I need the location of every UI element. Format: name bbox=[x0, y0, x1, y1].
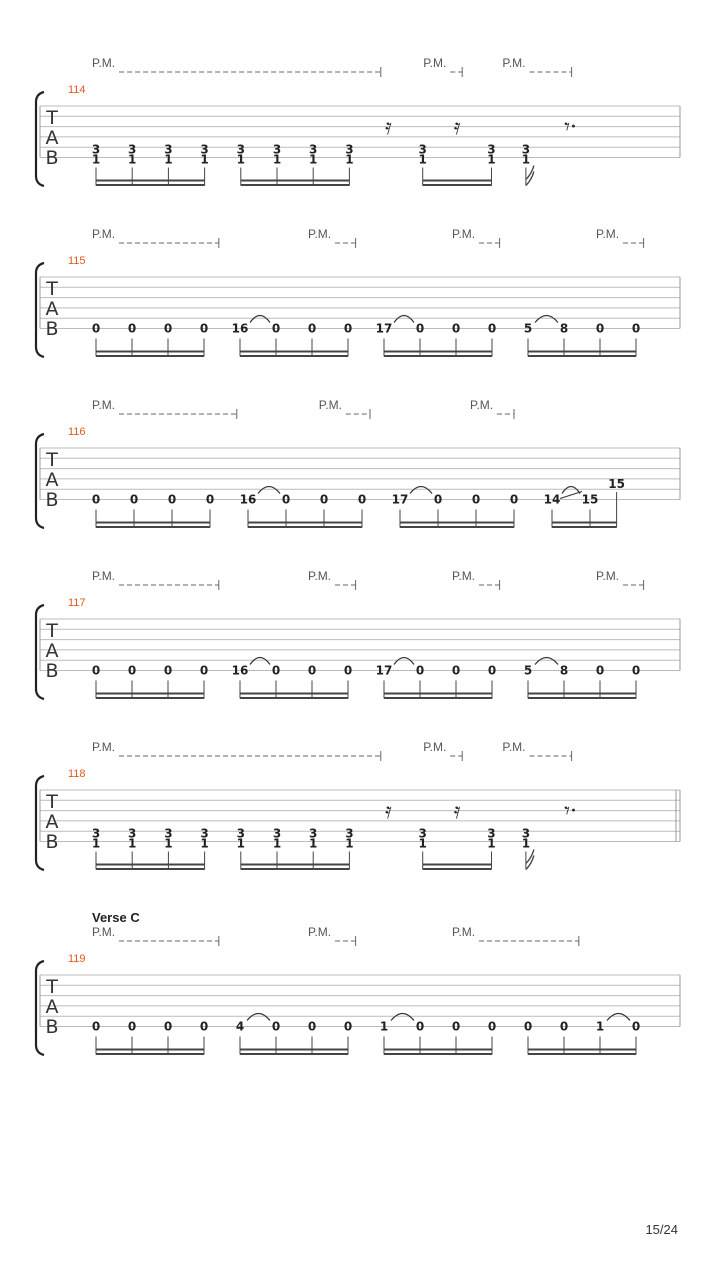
measure-number: 114 bbox=[68, 84, 86, 96]
tab-note bbox=[164, 143, 172, 186]
tab-clef-letter: T bbox=[46, 449, 58, 471]
tab-clef-letter: T bbox=[46, 278, 58, 300]
tab-clef-letter: A bbox=[45, 640, 59, 662]
palm-mute-label: P.M. bbox=[308, 925, 332, 939]
fret-number: 16 bbox=[239, 492, 257, 507]
fret-number: 1 bbox=[128, 152, 137, 167]
fret-number: 1 bbox=[418, 152, 427, 167]
palm-mute-label: P.M. bbox=[502, 56, 526, 70]
palm-mute-label: P.M. bbox=[308, 227, 332, 241]
tab-note bbox=[92, 827, 100, 870]
fret-number: 3 bbox=[236, 826, 245, 841]
tab-clef-letter: A bbox=[45, 469, 59, 491]
fret-number: 0 bbox=[167, 492, 177, 507]
fret-number: 3 bbox=[164, 142, 173, 157]
rest-symbol: 𝄿 bbox=[384, 115, 392, 140]
tab-system-115 bbox=[36, 227, 680, 357]
rest-symbol: 𝄾· bbox=[564, 115, 578, 140]
tab-note bbox=[608, 477, 625, 527]
fret-number: 1 bbox=[164, 836, 173, 851]
fret-number: 0 bbox=[91, 492, 101, 507]
fret-number: 3 bbox=[128, 826, 137, 841]
palm-mute-label: P.M. bbox=[92, 569, 116, 583]
fret-number: 0 bbox=[343, 663, 353, 678]
tab-note bbox=[487, 143, 495, 186]
fret-number: 0 bbox=[343, 321, 353, 336]
tab-clef-letter: A bbox=[45, 298, 59, 320]
tab-note bbox=[419, 827, 427, 870]
fret-number: 5 bbox=[523, 321, 533, 336]
tie-arc bbox=[607, 1014, 630, 1021]
fret-number: 1 bbox=[595, 1019, 605, 1034]
fret-number: 0 bbox=[451, 1019, 461, 1034]
palm-mute-label: P.M. bbox=[452, 227, 476, 241]
tie-arc bbox=[391, 1014, 414, 1021]
fret-number: 0 bbox=[451, 663, 461, 678]
tab-note bbox=[164, 827, 172, 870]
fret-number: 3 bbox=[487, 142, 496, 157]
fret-number: 1 bbox=[128, 836, 137, 851]
measure-number: 119 bbox=[68, 953, 86, 965]
tab-note bbox=[273, 143, 281, 186]
palm-mute-label: P.M. bbox=[308, 569, 332, 583]
tie-arc bbox=[394, 658, 414, 665]
tab-clef-letter: T bbox=[46, 791, 58, 813]
tab-note bbox=[487, 827, 495, 870]
fret-number: 0 bbox=[199, 1019, 209, 1034]
fret-number: 0 bbox=[415, 663, 425, 678]
palm-mute-label: P.M. bbox=[92, 56, 116, 70]
fret-number: 1 bbox=[236, 836, 245, 851]
fret-number: 0 bbox=[595, 321, 605, 336]
fret-number: 1 bbox=[200, 836, 209, 851]
fret-number: 0 bbox=[487, 1019, 497, 1034]
tab-clef-letter: B bbox=[45, 318, 59, 340]
tab-system-116 bbox=[36, 398, 680, 528]
fret-number: 0 bbox=[271, 321, 281, 336]
fret-number: 0 bbox=[415, 1019, 425, 1034]
tab-note bbox=[419, 143, 427, 186]
tab-note bbox=[200, 827, 208, 870]
fret-number: 17 bbox=[375, 663, 393, 678]
palm-mute-label: P.M. bbox=[92, 398, 116, 412]
tab-clef-letter: T bbox=[46, 976, 58, 998]
fret-number: 0 bbox=[199, 663, 209, 678]
fret-number: 1 bbox=[164, 152, 173, 167]
fret-number: 0 bbox=[163, 663, 173, 678]
palm-mute-label: P.M. bbox=[423, 740, 447, 754]
fret-number: 3 bbox=[236, 142, 245, 157]
rest-symbol: 𝄿 bbox=[384, 799, 392, 824]
tab-clef-letter: T bbox=[46, 107, 58, 129]
fret-number: 1 bbox=[379, 1019, 389, 1034]
tie-arc bbox=[258, 487, 280, 494]
fret-number: 14 bbox=[543, 492, 561, 507]
fret-number: 0 bbox=[307, 663, 317, 678]
fret-number: 0 bbox=[559, 1019, 569, 1034]
fret-number: 16 bbox=[231, 321, 249, 336]
fret-number: 3 bbox=[91, 142, 101, 157]
tab-system-114 bbox=[36, 56, 680, 186]
palm-mute-label: P.M. bbox=[318, 398, 342, 412]
fret-number: 1 bbox=[91, 152, 101, 167]
fret-number: 0 bbox=[91, 321, 101, 336]
fret-number: 3 bbox=[164, 826, 173, 841]
measure-number: 115 bbox=[68, 255, 86, 267]
fret-number: 0 bbox=[319, 492, 329, 507]
palm-mute-label: P.M. bbox=[452, 925, 476, 939]
tab-system-119 bbox=[36, 910, 680, 1055]
fret-number: 3 bbox=[345, 826, 354, 841]
fret-number: 3 bbox=[272, 826, 282, 841]
rest-symbol: 𝄾· bbox=[564, 799, 578, 824]
tab-clef-letter: A bbox=[45, 811, 59, 833]
fret-number: 4 bbox=[235, 1019, 245, 1034]
fret-number: 0 bbox=[163, 1019, 173, 1034]
tab-note bbox=[522, 827, 534, 870]
fret-number: 0 bbox=[127, 1019, 137, 1034]
fret-number: 5 bbox=[523, 663, 533, 678]
fret-number: 0 bbox=[307, 1019, 317, 1034]
fret-number: 1 bbox=[91, 836, 101, 851]
fret-number: 1 bbox=[345, 836, 354, 851]
fret-number: 0 bbox=[205, 492, 215, 507]
fret-number: 17 bbox=[375, 321, 393, 336]
fret-number: 3 bbox=[128, 142, 137, 157]
fret-number: 3 bbox=[200, 142, 209, 157]
measure-number: 116 bbox=[68, 426, 86, 438]
tab-note bbox=[345, 143, 353, 186]
palm-mute-label: P.M. bbox=[596, 569, 620, 583]
tab-note bbox=[309, 143, 317, 186]
tab-clef-letter: B bbox=[45, 831, 59, 853]
note-flag bbox=[526, 166, 534, 186]
fret-number: 3 bbox=[418, 826, 427, 841]
fret-number: 16 bbox=[231, 663, 249, 678]
fret-number: 1 bbox=[521, 152, 531, 167]
palm-mute-label: P.M. bbox=[596, 227, 620, 241]
fret-number: 3 bbox=[521, 142, 531, 157]
fret-number: 1 bbox=[487, 836, 496, 851]
palm-mute-label: P.M. bbox=[452, 569, 476, 583]
fret-number: 0 bbox=[281, 492, 291, 507]
fret-number: 1 bbox=[200, 152, 209, 167]
fret-number: 0 bbox=[415, 321, 425, 336]
tab-system-117 bbox=[36, 569, 680, 699]
fret-number: 0 bbox=[509, 492, 519, 507]
fret-number: 1 bbox=[418, 836, 427, 851]
measure-number: 117 bbox=[68, 597, 86, 609]
tab-note bbox=[273, 827, 281, 870]
fret-number: 3 bbox=[309, 826, 318, 841]
page-number: 15/24 bbox=[645, 1222, 678, 1237]
tab-note bbox=[200, 143, 208, 186]
fret-number: 0 bbox=[631, 321, 641, 336]
fret-number: 1 bbox=[309, 836, 318, 851]
fret-number: 0 bbox=[631, 663, 641, 678]
tab-clef-letter: A bbox=[45, 996, 59, 1018]
palm-mute-label: P.M. bbox=[92, 740, 116, 754]
fret-number: 3 bbox=[91, 826, 101, 841]
fret-number: 0 bbox=[523, 1019, 533, 1034]
fret-number: 3 bbox=[309, 142, 318, 157]
tab-clef-letter: T bbox=[46, 620, 58, 642]
fret-number: 1 bbox=[272, 836, 282, 851]
tie-arc bbox=[535, 316, 558, 323]
fret-number: 0 bbox=[163, 321, 173, 336]
tie-arc bbox=[562, 487, 580, 494]
fret-number: 1 bbox=[487, 152, 496, 167]
fret-number: 0 bbox=[631, 1019, 641, 1034]
tab-note bbox=[92, 143, 100, 186]
fret-number: 0 bbox=[471, 492, 481, 507]
fret-number: 0 bbox=[91, 663, 101, 678]
fret-number: 3 bbox=[521, 826, 531, 841]
fret-number: 0 bbox=[433, 492, 443, 507]
tab-clef-letter: B bbox=[45, 660, 59, 682]
measure-number: 118 bbox=[68, 768, 86, 780]
fret-number: 1 bbox=[345, 152, 354, 167]
palm-mute-label: P.M. bbox=[423, 56, 447, 70]
note-flag bbox=[526, 850, 534, 870]
tab-note bbox=[345, 827, 353, 870]
fret-number: 0 bbox=[199, 321, 209, 336]
fret-number: 8 bbox=[559, 321, 569, 336]
fret-number: 0 bbox=[127, 321, 137, 336]
fret-number: 3 bbox=[272, 142, 282, 157]
tie-arc bbox=[535, 658, 558, 665]
fret-number: 1 bbox=[272, 152, 282, 167]
palm-mute-label: P.M. bbox=[92, 925, 116, 939]
tab-clef-letter: A bbox=[45, 127, 59, 149]
tie-arc bbox=[250, 316, 270, 323]
fret-number: 0 bbox=[271, 1019, 281, 1034]
section-label: Verse C bbox=[92, 910, 140, 925]
tab-clef-letter: B bbox=[45, 147, 59, 169]
fret-number: 3 bbox=[200, 826, 209, 841]
tie-arc bbox=[247, 1014, 270, 1021]
fret-number: 0 bbox=[357, 492, 367, 507]
tie-arc bbox=[250, 658, 270, 665]
fret-number: 15 bbox=[608, 477, 625, 492]
fret-number: 3 bbox=[487, 826, 496, 841]
tab-system-118 bbox=[36, 740, 680, 870]
fret-number: 0 bbox=[451, 321, 461, 336]
fret-number: 8 bbox=[559, 663, 569, 678]
fret-number: 3 bbox=[345, 142, 354, 157]
fret-number: 0 bbox=[307, 321, 317, 336]
fret-number: 0 bbox=[487, 321, 497, 336]
fret-number: 0 bbox=[129, 492, 139, 507]
tie-arc bbox=[410, 487, 432, 494]
tab-clef-letter: B bbox=[45, 489, 59, 511]
tab-note bbox=[522, 143, 534, 186]
tab-note bbox=[237, 143, 245, 186]
palm-mute-label: P.M. bbox=[502, 740, 526, 754]
fret-number: 0 bbox=[271, 663, 281, 678]
fret-number: 0 bbox=[343, 1019, 353, 1034]
palm-mute-label: P.M. bbox=[92, 227, 116, 241]
rest-symbol: 𝄿 bbox=[453, 115, 461, 140]
tab-clef-letter: B bbox=[45, 1016, 59, 1038]
tab-note bbox=[128, 143, 136, 186]
tie-arc bbox=[394, 316, 414, 323]
tab-note bbox=[128, 827, 136, 870]
fret-number: 1 bbox=[236, 152, 245, 167]
tab-note bbox=[237, 827, 245, 870]
fret-number: 15 bbox=[581, 492, 599, 507]
fret-number: 1 bbox=[309, 152, 318, 167]
fret-number: 0 bbox=[487, 663, 497, 678]
tab-note bbox=[309, 827, 317, 870]
fret-number: 0 bbox=[127, 663, 137, 678]
fret-number: 1 bbox=[521, 836, 531, 851]
fret-number: 3 bbox=[418, 142, 427, 157]
rest-symbol: 𝄿 bbox=[453, 799, 461, 824]
fret-number: 0 bbox=[595, 663, 605, 678]
palm-mute-label: P.M. bbox=[470, 398, 494, 412]
fret-number: 0 bbox=[91, 1019, 101, 1034]
fret-number: 17 bbox=[391, 492, 409, 507]
